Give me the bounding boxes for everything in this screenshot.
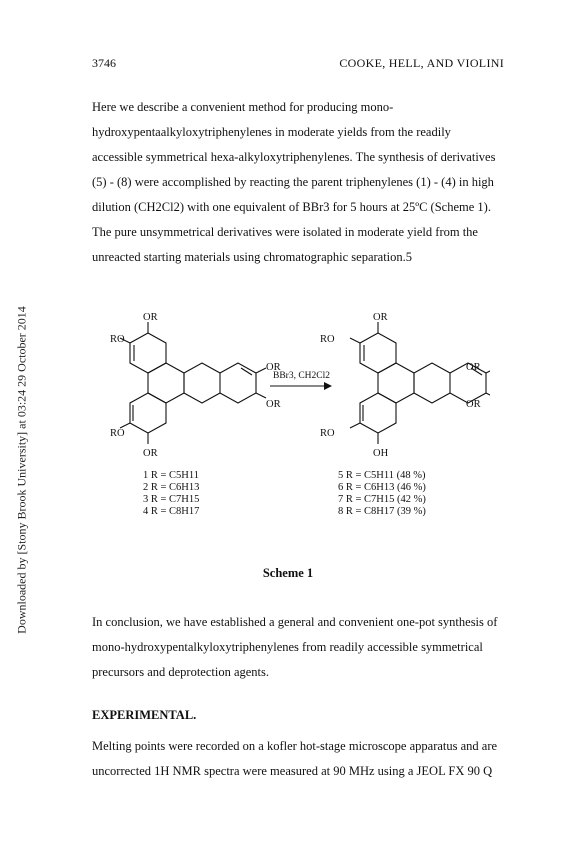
left-lower-ro-label: RO bbox=[110, 428, 125, 439]
left-upper-ro-label: RO bbox=[110, 334, 125, 345]
right-top-or-label: OR bbox=[373, 312, 388, 323]
compound-label: 6 R = C6H13 (46 %) bbox=[338, 482, 426, 493]
conclusion-line: precursors and deprotection agents. bbox=[92, 665, 270, 679]
compound-label: 1 R = C5H11 bbox=[143, 470, 199, 481]
conclusion-line: mono-hydroxypentalkyloxytriphenylenes from readily accessible symmetrical bbox=[92, 640, 483, 654]
compound-label: 3 R = C7H15 bbox=[143, 494, 200, 505]
right-upper-ro-label: RO bbox=[320, 334, 335, 345]
left-compound-list bbox=[143, 470, 199, 518]
compound-label: 8 R = C8H17 (39 %) bbox=[338, 506, 426, 517]
right-triphenylene bbox=[350, 322, 490, 444]
intro-line: dilution (CH2Cl2) with one equivalent of BBr3 for 5 hours at 25ºC (Scheme 1). bbox=[92, 200, 491, 214]
right-right-or-label: OR bbox=[466, 362, 481, 373]
experimental-paragraph bbox=[92, 734, 502, 784]
running-header: COOKE, HELL, AND VIOLINI bbox=[339, 56, 504, 70]
experimental-line: Melting points were recorded on a kofler hot-stage microscope apparatus and are bbox=[92, 739, 498, 753]
left-right-or-label-2: OR bbox=[266, 399, 281, 410]
experimental-heading: EXPERIMENTAL. bbox=[92, 708, 197, 722]
compound-label: 2 R = C6H13 bbox=[143, 482, 200, 493]
intro-line: hydroxypentaalkyloxytriphenylenes in moderate yields from the readily bbox=[92, 125, 451, 139]
scheme-caption: Scheme 1 bbox=[262, 566, 314, 580]
left-triphenylene bbox=[120, 322, 266, 444]
experimental-line: uncorrected 1H NMR spectra were measured at 90 MHz using a JEOL FX 90 Q bbox=[92, 764, 493, 778]
reagents-label: BBr3, CH2Cl2 bbox=[273, 371, 331, 381]
intro-line: The pure unsymmetrical derivatives were isolated in moderate yield from the bbox=[92, 225, 478, 239]
right-lower-ro-label: RO bbox=[320, 428, 335, 439]
compound-label: 7 R = C7H15 (42 %) bbox=[338, 494, 426, 505]
intro-line: accessible symmetrical hexa-alkyloxytriphenylenes. The synthesis of derivatives bbox=[92, 150, 496, 164]
intro-paragraph bbox=[92, 95, 502, 270]
left-top-or-label: OR bbox=[143, 312, 158, 323]
left-bottom-or-label: OR bbox=[143, 448, 158, 459]
conclusion-line: In conclusion, we have established a general and convenient one-pot synthesis of bbox=[92, 615, 498, 629]
arrow-head-icon bbox=[324, 382, 332, 390]
right-compound-list bbox=[338, 470, 426, 518]
compound-label: 4 R = C8H17 bbox=[143, 506, 200, 517]
download-note: Downloaded by [Stony Brook University] at 03:24 29 October 2014 bbox=[14, 306, 29, 634]
compound-label: 5 R = C5H11 (48 %) bbox=[338, 470, 426, 481]
intro-line: unreacted starting materials using chromatographic separation.5 bbox=[92, 250, 413, 264]
left-right-or-label: OR bbox=[266, 362, 281, 373]
right-right-or-label-2: OR bbox=[466, 399, 481, 410]
intro-line: (5) - (8) were accomplished by reacting the parent triphenylenes (1) - (4) in high bbox=[92, 175, 494, 189]
page-number: 3746 bbox=[92, 56, 116, 70]
right-bottom-oh-label: OH bbox=[373, 448, 389, 459]
intro-line: Here we describe a convenient method for producing mono- bbox=[92, 100, 394, 114]
conclusion-paragraph bbox=[92, 610, 502, 685]
